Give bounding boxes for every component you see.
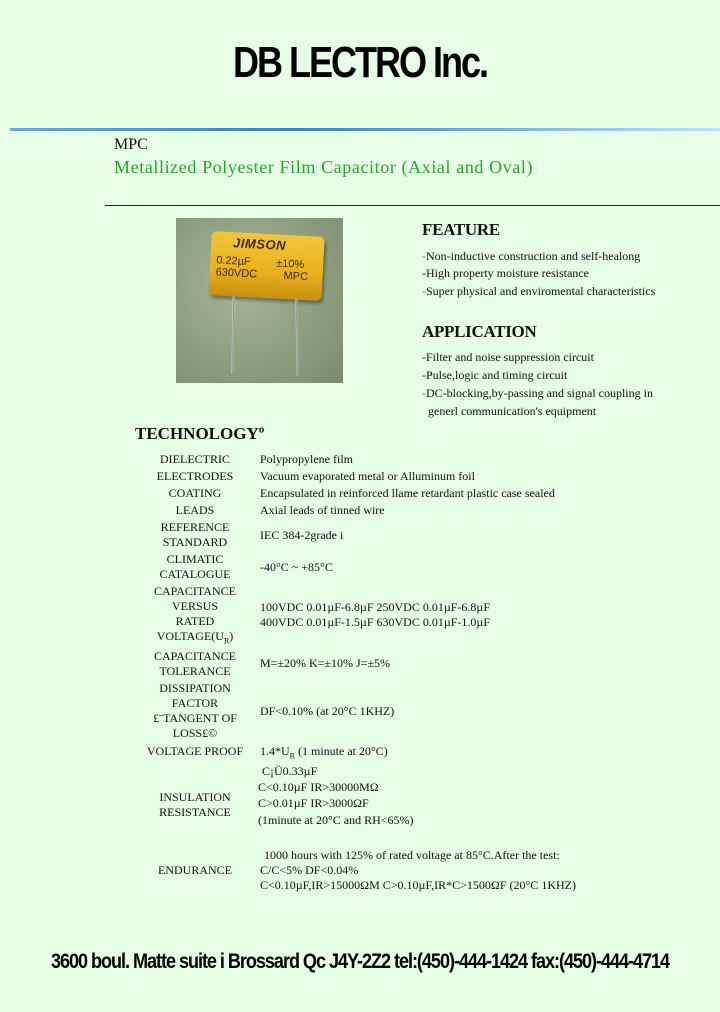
spec-label-capacitance: CAPACITANCE VERSUS RATED $VOLTAGE(U_R)$	[154, 584, 236, 646]
spec-label-coating: COATING	[168, 486, 222, 500]
capacitor-lead	[295, 298, 298, 376]
spec-label-endurance: ENDURANCE	[158, 863, 232, 877]
model-code: MPC	[114, 136, 148, 153]
spec-label-leads: LEADS	[175, 503, 215, 517]
capacitor-tolerance: ±10%	[275, 257, 305, 271]
spec-value-insulation-row: C¡Ü0.33µF	[262, 764, 318, 778]
spec-value-dissipation: DF<0.10% (at 20°C 1KHZ)	[260, 704, 395, 718]
capacitor-lead	[231, 296, 234, 374]
spec-value-insulation-row: C>0.01µF IR>3000ΩF	[258, 796, 369, 810]
capacitor-brand: JIMSON	[232, 235, 287, 253]
spec-value-tolerance: M=±20% K=±10% J=±5%	[260, 656, 391, 670]
spec-label-dielectric: DIELECTRIC	[160, 452, 230, 466]
spec-value-coating: Encapsulated in reinforced llame retardant plastic case sealed	[260, 486, 555, 500]
footer-address: 3600 boul. Matte suite i Brossard Qc J4Y-2Z2 tel:(450)-444-1424 fax:(450)-444-4714	[50, 950, 670, 973]
application-item: generl communication's equipment	[428, 404, 597, 418]
spec-value-capacitance-row: 400VDC 0.01µF-1.5µF 630VDC 0.01µF-1.0µF	[260, 615, 491, 629]
spec-value-electrodes: Vacuum evaporated metal or Alluminum foil	[260, 469, 475, 483]
feature-heading: FEATURE	[422, 220, 500, 239]
spec-label-reference: REFERENCE STANDARD	[160, 520, 230, 549]
spec-value-leads: Axial leads of tinned wire	[260, 503, 385, 517]
product-subtitle: Metallized Polyester Film Capacitor (Axial and Oval)	[114, 157, 534, 177]
capacitor-body	[208, 231, 324, 301]
application-item: -Pulse,logic and timing circuit	[422, 368, 568, 382]
feature-item: -Non-inductive construction and self-healong	[422, 249, 641, 263]
spec-label-tolerance: CAPACITANCE TOLERANCE	[154, 649, 236, 678]
spec-value-climatic: -40°C ~ +85°C	[260, 560, 333, 574]
feature-item: -High property moisture resistance	[422, 266, 589, 280]
spec-value-endurance-row: 1000 hours with 125% of rated voltage at 85°C.After the test:	[264, 848, 560, 862]
spec-value-insulation-row: (1minute at 20°C and RH<65%)	[258, 813, 414, 827]
spec-value-voltage-proof: $1.4*U_R$ (1 minute at 20°C)	[260, 744, 388, 761]
spec-value-insulation-row: C<0.10µF IR>30000MΩ	[258, 780, 379, 794]
top-divider	[10, 128, 720, 131]
application-item: -Filter and noise suppression circuit	[422, 350, 594, 364]
company-title: DB LECTRO Inc.	[233, 38, 487, 87]
spec-label-electrodes: ELECTRODES	[156, 469, 234, 483]
application-heading: APPLICATION	[422, 322, 537, 341]
capacitor-photo	[176, 218, 343, 383]
spec-label-climatic: CLIMATIC CATALOGUE	[159, 552, 231, 581]
spec-value-endurance-row: C<0.10µF,IR>15000ΩM C>0.10µF,IR*C>1500ΩF (20°C 1KHZ)	[260, 878, 576, 892]
spec-value-reference: IEC 384-2grade i	[260, 528, 344, 542]
capacitor-value: 0.22µF	[215, 254, 251, 269]
capacitor-type: MPC	[283, 269, 309, 284]
technology-heading: TECHNOLOGYº	[135, 424, 265, 443]
capacitor-voltage: 630VDC	[215, 266, 258, 281]
spec-label-dissipation: DISSIPATION FACTOR £¨TANGENT OF LOSS£©	[153, 681, 237, 740]
feature-item: -Super physical and enviromental characteristics	[422, 284, 656, 298]
section-divider	[105, 205, 720, 206]
spec-value-capacitance-row: 100VDC 0.01µF-6.8µF 250VDC 0.01µF-6.8µF	[260, 600, 491, 614]
spec-value-dielectric: Polypropylene film	[260, 452, 353, 466]
application-item: -DC-blocking,by-passing and signal coupling in	[422, 386, 653, 400]
spec-label-insulation: INSULATION RESISTANCE	[159, 790, 231, 819]
spec-value-endurance-row: C/C<5% DF<0.04%	[260, 863, 359, 877]
spec-label-voltage-proof: VOLTAGE PROOF	[146, 744, 244, 758]
